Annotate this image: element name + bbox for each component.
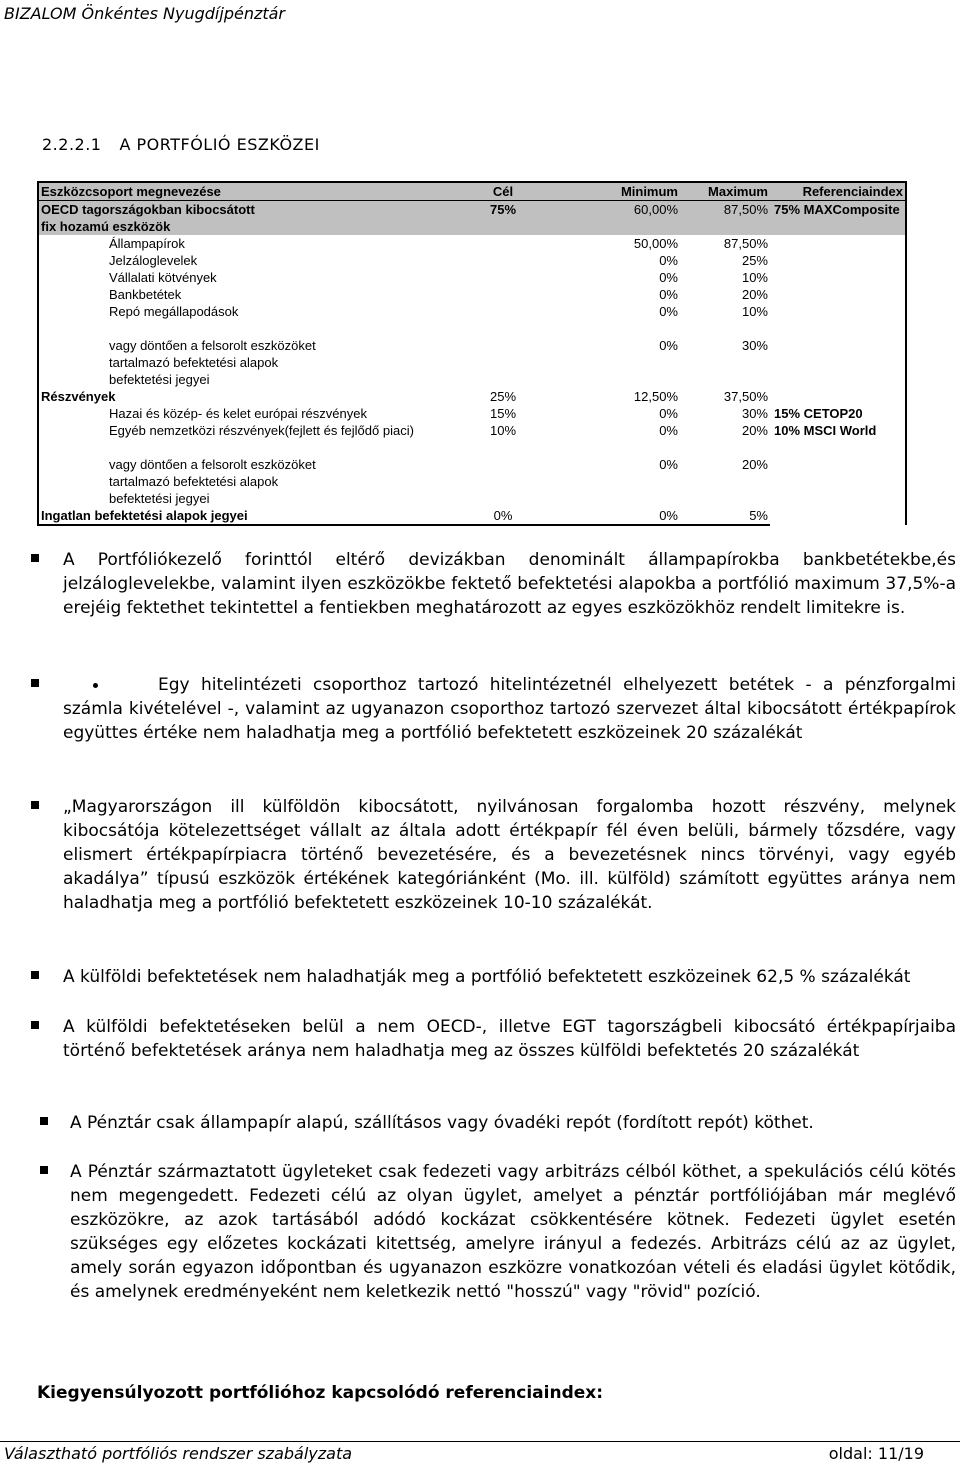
row-min: 12,50% bbox=[633, 389, 678, 404]
row-name: befektetési jegyei bbox=[38, 371, 458, 388]
square-bullet-icon bbox=[31, 1021, 39, 1029]
row-min: 0% bbox=[659, 338, 678, 353]
row-max: 30% bbox=[741, 406, 768, 421]
row-min: 0% bbox=[659, 406, 678, 421]
footer-divider bbox=[0, 1441, 960, 1442]
square-bullet-icon bbox=[31, 801, 39, 809]
row-cel: 15% bbox=[489, 406, 517, 421]
row-min: 0% bbox=[659, 287, 678, 302]
row-cel: 75% bbox=[458, 201, 548, 219]
table-row bbox=[38, 201, 906, 219]
row-max: 37,50% bbox=[723, 389, 768, 404]
header-max: Maximum bbox=[680, 182, 770, 201]
section-heading bbox=[42, 135, 320, 154]
table-spacer-row bbox=[38, 439, 906, 456]
row-cel: 10% bbox=[489, 423, 517, 438]
row-max: 30% bbox=[741, 338, 768, 353]
square-bullet-icon bbox=[31, 679, 39, 687]
header-name: Eszközcsoport megnevezése bbox=[38, 182, 458, 201]
paragraph-credit-institution bbox=[63, 673, 956, 745]
row-cel: 25% bbox=[489, 389, 517, 404]
row-max: 20% bbox=[741, 457, 768, 472]
row-max: 25% bbox=[741, 253, 768, 268]
table-header-row bbox=[38, 182, 906, 201]
table-row bbox=[38, 456, 906, 473]
document-header-title: BIZALOM Önkéntes Nyugdíjpénztár bbox=[4, 4, 286, 23]
square-bullet-icon bbox=[40, 1117, 48, 1125]
row-name: befektetési jegyei bbox=[38, 490, 458, 507]
row-min: 0% bbox=[659, 423, 678, 438]
table-row bbox=[38, 473, 906, 490]
table-row bbox=[38, 490, 906, 507]
row-cel: 0% bbox=[458, 507, 548, 525]
row-name: OECD tagországokban kibocsátott bbox=[38, 201, 458, 219]
portfolio-allocation-table bbox=[37, 181, 907, 526]
table-row bbox=[38, 388, 906, 405]
paragraph-unlisted-shares: „Magyarországon ill külföldön kibocsátott, nyilvánosan forgalomba hozott részvény, melynek kibocsátója kötelezettséget vállalt az általa adott értékpapír fél éven belüli, bármely tőzsdére, vagy elismert értékpapírpiacra történő bevezetésére, és a bevezetésnek nincs törvényi, vagy egyéb akadálya” típusú eszközök értékének kategóriánként (Mo. ill. külföld) számított együttes aránya nem haladhatja meg a portfólió befektetett eszközeinek 10-10 százalékát. bbox=[63, 797, 956, 913]
row-name: vagy döntően a felsorolt eszközöket bbox=[38, 337, 458, 354]
row-name: vagy döntően a felsorolt eszközöket bbox=[38, 456, 458, 473]
table-row bbox=[38, 235, 906, 252]
row-name: Részvények bbox=[38, 388, 458, 405]
row-max: 20% bbox=[741, 287, 768, 302]
table-row bbox=[38, 252, 906, 269]
square-bullet-icon bbox=[40, 1166, 48, 1174]
square-bullet-icon bbox=[31, 971, 39, 979]
table-row bbox=[38, 354, 906, 371]
row-name: fix hozamú eszközök bbox=[38, 218, 458, 235]
row-name: tartalmazó befektetési alapok bbox=[38, 354, 458, 371]
row-min: 50,00% bbox=[633, 236, 678, 251]
row-name: Állampapírok bbox=[38, 235, 458, 252]
table-row bbox=[38, 269, 906, 286]
row-name: Vállalati kötvények bbox=[38, 269, 458, 286]
row-name: tartalmazó befektetési alapok bbox=[38, 473, 458, 490]
row-name: Ingatlan befektetési alapok jegyei bbox=[38, 507, 458, 525]
row-min: 0% bbox=[659, 270, 678, 285]
footer-page-number: oldal: 11/19 bbox=[828, 1444, 924, 1463]
row-max: 87,50% bbox=[723, 236, 768, 251]
row-max: 5% bbox=[680, 507, 770, 525]
section-number: 2.2.2.1 bbox=[42, 135, 102, 154]
paragraph-derivatives: A Pénztár származtatott ügyleteket csak fedezeti vagy arbitrázs célból köthet, a spekulációs célú kötés nem megengedett. Fedezeti célú az olyan ügylet, amelyet a pénztár portfóliójában már meglévő eszközökre, az azok tartásából adódó kockázat csökkentésére kötnek. Fedezeti ügylet esetén szükséges egy előzetes kockázati kitettség, amelyre irányul a fedezés. Arbitrázs célú az az ügylet, amely során egyazon időpontban és ugyanazon eszközre vonatkozóan vételi és eladási ügylet kötődik, és amelynek eredményeként nem keletkezik nettó "hosszú" vagy "rövid" pozíció. bbox=[70, 1162, 956, 1302]
section-title: A PORTFÓLIÓ ESZKÖZEI bbox=[119, 135, 320, 154]
row-max: 87,50% bbox=[680, 201, 770, 219]
row-name: Jelzáloglevelek bbox=[38, 252, 458, 269]
row-max: 20% bbox=[741, 423, 768, 438]
row-name: Egyéb nemzetközi részvények(fejlett és fejlődő piaci) bbox=[38, 422, 458, 439]
row-min: 60,00% bbox=[548, 201, 680, 219]
row-name: Hazai és közép- és kelet európai részvények bbox=[38, 405, 458, 422]
table-row bbox=[38, 303, 906, 320]
table-row bbox=[38, 371, 906, 388]
table-row bbox=[38, 286, 906, 303]
table-row bbox=[38, 218, 906, 235]
row-min: 0% bbox=[659, 253, 678, 268]
table-spacer-row bbox=[38, 320, 906, 337]
table-row bbox=[38, 422, 906, 439]
square-bullet-icon bbox=[31, 554, 39, 562]
dot-bullet-icon bbox=[93, 683, 98, 688]
header-min: Minimum bbox=[548, 182, 680, 201]
reference-index-heading: Kiegyensúlyozott portfólióhoz kapcsolódó referenciaindex: bbox=[37, 1383, 604, 1403]
table-row bbox=[38, 337, 906, 354]
header-cel: Cél bbox=[458, 182, 548, 201]
row-name: Bankbetétek bbox=[38, 286, 458, 303]
header-ref: Referenciaindex bbox=[770, 182, 906, 201]
row-ref: 15% CETOP20 bbox=[770, 405, 906, 422]
paragraph-text: Egy hitelintézeti csoporthoz tartozó hitelintézetnél elhelyezett betétek - a pénzforgalmi számla kivételével -, valamint az ugyanazon csoporthoz tartozó szervezet által kibocsátott értékpapírok együttes értéke nem haladhatja meg a portfólió befektetett eszközeinek 20 százalékát bbox=[63, 675, 956, 743]
row-ref: 75% MAXComposite bbox=[770, 201, 906, 219]
row-min: 0% bbox=[659, 457, 678, 472]
table-row bbox=[38, 507, 906, 525]
table-row bbox=[38, 405, 906, 422]
row-ref: 10% MSCI World bbox=[770, 422, 906, 439]
paragraph-foreign-currency: A Portfóliókezelő forinttól eltérő devizákban denominált állampapírokba bankbetétekbe,és jelzáloglevelekbe, valamint ilyen eszközökbe fektető befektetési alapokba a portfólió maximum 37,5%-a erejéig fektethet tekintettel a fentiekben meghatározott az egyes eszközökhöz rendelt limitekre is. bbox=[63, 550, 956, 618]
paragraph-foreign-limit: A külföldi befektetések nem haladhatják meg a portfólió befektetett eszközeinek 62,5 % százalékát bbox=[63, 967, 911, 987]
paragraph-repo: A Pénztár csak állampapír alapú, szállításos vagy óvadéki repót (fordított repót) köthet. bbox=[70, 1113, 814, 1133]
row-min: 0% bbox=[548, 507, 680, 525]
paragraph-non-oecd-limit: A külföldi befektetéseken belül a nem OECD-, illetve EGT tagországbeli kibocsátó értékpapírjaiba történő befektetések aránya nem haladhatja meg az összes külföldi befektetés 20 százalékát bbox=[63, 1017, 956, 1061]
footer-document-title: Választható portfóliós rendszer szabályzata bbox=[4, 1444, 353, 1463]
row-min: 0% bbox=[659, 304, 678, 319]
row-max: 10% bbox=[741, 270, 768, 285]
row-name: Repó megállapodások bbox=[38, 303, 458, 320]
row-max: 10% bbox=[741, 304, 768, 319]
